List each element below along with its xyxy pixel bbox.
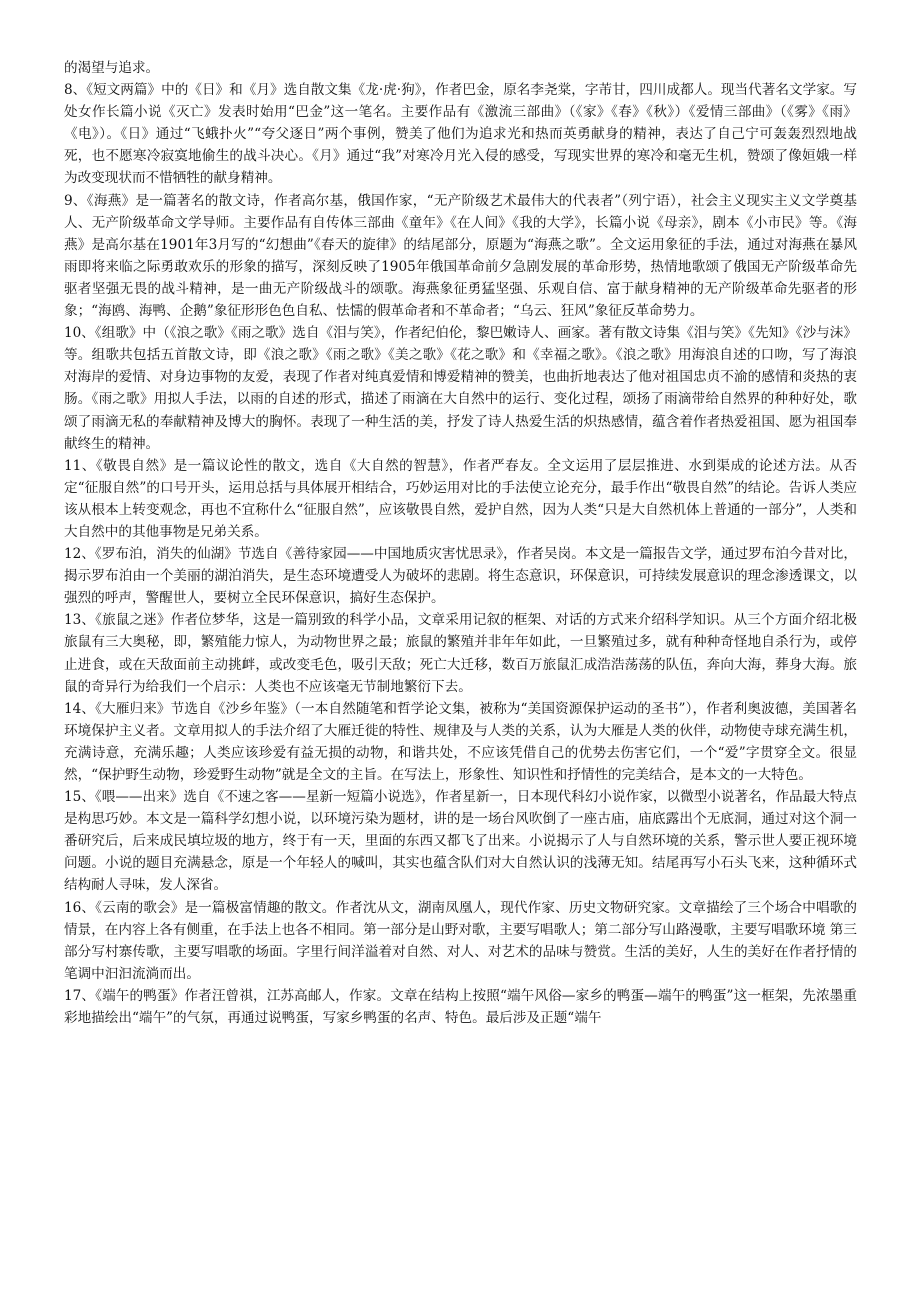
paragraph-item-15: 15、《喂——出来》选自《不速之客——星新一短篇小说选》，作者星新一，日本现代科幻小说作家，以微型小说著名，作品最大特点是构思巧妙。本文是一篇科学幻想小说，以环境污染为题材，讲的是一场台风吹倒了一座古庙，庙底露出个无底洞，通过对这个洞一番研究后，后来成民填垃圾的地方，终于有一天，里面的东西又都飞了出来。小说揭示了人与自然环境的关系，警示世人要正视环境问题。小说的题目充满悬念，原是一个年轻人的喊叫，其实也蕴含队们对大自然认识的浅薄无知。结尾再写小石头飞来，这种循环式结构耐人寻味，发人深省。 — [64, 789, 857, 894]
paragraph-item-9: 9、《海燕》是一篇著名的散文诗，作者高尔基，俄国作家，“无产阶级艺术最伟大的代表者”（列宁语），社会主义现实主义文学奠基人、无产阶级革命文学导师。主要作品有自传体三部曲《童年》《在人间》《我的大学》，长篇小说《母亲》，剧本《小市民》等。《海燕》是高尔基在1901年3月写的“幻想曲”《春天的旋律》的结尾部分，原题为“海燕之歌”。全文运用象征的手法，通过对海燕在暴风雨即将来临之际勇敢欢乐的形象的描写，深刻反映了1905年俄国革命前夕急剧发展的革命形势，热情地歌颂了俄国无产阶级革命先驱者坚强无畏的战斗精神，是一曲无产阶级战斗的颂歌。海燕象征勇猛坚强、乐观自信、富于献身精神的无产阶级革命先驱者的形象；“海鸥、海鸭、企鹅”象征形形色色自私、怯懦的假革命者和不革命者；“乌云、狂风”象征反革命势力。 — [64, 192, 857, 320]
paragraph-item-14: 14、《大雁归来》节选自《沙乡年鉴》（一本自然随笔和哲学论文集，被称为“美国资源保护运动的圣书”），作者利奥波德，美国著名环境保护主义者。文章用拟人的手法介绍了大雁迁徙的特性、规律及与人类的关系，认为大雁是人类的伙伴，动物使寺球充满生机，充满诗意，充满乐趣；人类应该珍爱有益无损的动物，和谐共处，不应该凭借自己的优势去伤害它们，一个“爱”字贯穿全文。很显然，“保护野生动物，珍爱野生动物”就是全文的主旨。在写法上，形象性、知识性和抒情性的完美结合，是本文的一大特色。 — [64, 700, 857, 783]
paragraph-item-10: 10、《组歌》中（《浪之歌》《雨之歌》选自《泪与笑》，作者纪伯伦，黎巴嫩诗人、画家。著有散文诗集《泪与笑》《先知》《沙与沫》等。组歌共包括五首散文诗，即《浪之歌》《雨之歌》《美之歌》《花之歌》和《幸福之歌》。《浪之歌》用海浪自述的口吻，写了海浪对海岸的爱情、对身边事物的友爱，表现了作者对纯真爱情和博爱精神的赞美，也曲折地表达了他对祖国忠贞不渝的感情和炎热的衷肠。《雨之歌》用拟人手法，以雨的自述的形式，描述了雨滴在大自然中的运行、变化过程，颂扬了雨滴带给自然界的种种好处，歌颂了雨滴无私的奉献精神及博大的胸怀。表现了一种生活的美，抒发了诗人热爱生活的炽热感情，蕴含着作者热爱祖国、愿为祖国奉献终生的精神。 — [64, 325, 857, 452]
paragraph-item-11: 11、《敬畏自然》是一篇议论性的散文，选自《大自然的智慧》，作者严春友。全文运用了层层推进、水到渠成的论述方法。从否定“征服自然”的口号开头，运用总括与具体展开相结合，巧妙运用对比的手法使立论充分，最手作出“敬畏自然”的结论。告诉人类应该从根本上转变观念，再也不宜称什么“征服自然”，应该敬畏自然，爱护自然，因为人类“只是大自然机体上普通的一部分”，人类和大自然中的其他事物是兄弟关系。 — [64, 457, 857, 540]
paragraph-item-8: 8、《短文两篇》中的《日》和《月》选自散文集《龙·虎·狗》，作者巴金，原名李尧棠，字芾甘，四川成都人。现当代著名文学家。写处女作长篇小说《灭亡》发表时始用“巴金”这一笔名。主要作品有《激流三部曲》（《家》《春》《秋》）《爱情三部曲》（《雾》《雨》《电》）。《日》通过“飞蛾扑火”“夸父逐日”两个事例，赞美了他们为追求光和热而英勇献身的精神，表达了自己宁可轰轰烈烈地战死，也不愿寒冷寂寞地偷生的战斗决心。《月》通过“我”对寒冷月光入侵的感受，写现实世界的寒冷和毫无生机，赞颂了像姮娥一样为改变现状而不惜牺牲的献身精神。 — [64, 82, 857, 187]
paragraph-item-12: 12、《罗布泊，消失的仙湖》节选自《善待家园——中国地质灾害忧思录》，作者吴岗。本文是一篇报告文学，通过罗布泊今昔对比，揭示罗布泊由一个美丽的湖泊消失，是生态环境遭受人为破坏的悲剧。将生态意识，环保意识，可持续发展意识的理念渗透课文，以强烈的呼声，警醒世人，要树立全民环保意识，搞好生态保护。 — [64, 546, 857, 607]
paragraph-item-17: 17、《端午的鸭蛋》作者汪曾祺，江苏高邮人，作家。文章在结构上按照“端午风俗—家乡的鸭蛋—端午的鸭蛋”这一框架，先浓墨重彩地描绘出“端午”的气氛，再通过说鸭蛋，写家乡鸭蛋的名声、特色。最后涉及正题“端午 — [64, 987, 857, 1027]
paragraph-item-16: 16、《云南的歌会》是一篇极富情趣的散文。作者沈从文，湖南凤凰人，现代作家、历史文物研究家。文章描绘了三个场合中唱歌的情景，在内容上各有侧重，在手法上也各不相同。第一部分是山野对歌，主要写唱歌人；第二部分写山路漫歌，主要写唱歌环境 第三部分写村寨传歌，主要写唱歌的场面。字里行间洋溢着对自然、对人、对艺术的品味与赞赏。生活的美好，人生的美好在作者抒情的笔调中汩汩流淌而出。 — [64, 899, 857, 982]
paragraph-item-13: 13、《旅鼠之迷》作者位梦华，这是一篇别致的科学小品，文章采用记叙的框架、对话的方式来介绍科学知识。从三个方面介绍北极旅鼠有三大奥秘，即，繁殖能力惊人，为动物世界之最；旅鼠的繁殖并非年年如此，一旦繁殖过多，就有种种奇怪地自杀行为，或停止进食，或在天敌面前主动挑衅，或改变毛色，吸引天敌；死亡大迁移，数百万旅鼠汇成浩浩荡荡的队伍，奔向大海，葬身大海。旅鼠的奇异行为给我们一个启示：人类也不应该毫无节制地繁衍下去。 — [64, 612, 857, 695]
document-page — [64, 57, 857, 1029]
paragraph-continuation: 的渴望与追求。 — [64, 60, 160, 76]
